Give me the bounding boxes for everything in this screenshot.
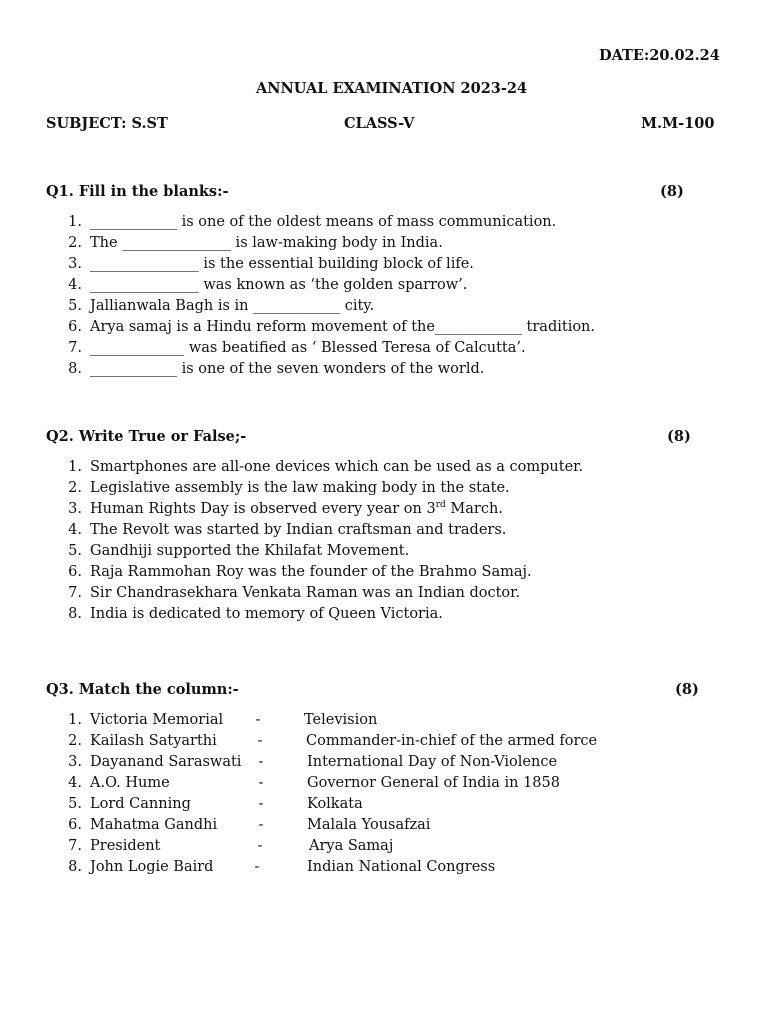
match-right: Indian National Congress [307,859,496,875]
item-number: 5. [68,298,82,314]
item-number: 3. [68,754,82,770]
exam-date: DATE:20.02.24 [599,47,720,64]
item-number: 2. [68,733,82,749]
match-left: Victoria Memorial [90,712,224,728]
match-separator: - [258,754,264,770]
item-number: 3. [68,501,82,517]
q1-heading: Q1. Fill in the blanks:- [46,183,229,200]
match-right: International Day of Non-Violence [307,754,558,770]
match-left: President [90,838,161,854]
item-number: 4. [68,775,82,791]
item-text: _______________ is the essential building block of life. [90,256,474,272]
q2-heading: Q2. Write True or False;- [46,428,247,445]
match-left: Kailash Satyarthi [90,733,217,749]
item-text: The Revolt was started by Indian craftsman and traders. [90,522,507,538]
match-separator: - [254,859,260,875]
item-text: Smartphones are all-one devices which can be used as a computer. [90,459,584,475]
match-left: A.O. Hume [90,775,170,791]
item-number: 1. [68,459,82,475]
max-marks-label: M.M-100 [641,115,715,132]
item-number: 8. [68,361,82,377]
match-separator: - [257,838,263,854]
q3-marks: (8) [675,681,699,698]
item-text: ____________ is one of the oldest means of mass communication. [90,214,557,230]
item-number: 2. [68,235,82,251]
match-right: Television [304,712,378,728]
ordinal-suffix: rd [435,500,446,511]
item-number: 2. [68,480,82,496]
item-number: 6. [68,319,82,335]
item-number: 6. [68,817,82,833]
item-text: India is dedicated to memory of Queen Victoria. [90,606,443,622]
q1-marks: (8) [660,183,684,200]
item-number: 5. [68,543,82,559]
match-separator: - [258,775,264,791]
match-separator: - [258,817,264,833]
item-number: 8. [68,859,82,875]
item-text-part: March. [445,501,503,517]
item-number: 1. [68,712,82,728]
item-text: _______________ was known as ‘the golden sparrow’. [90,277,468,293]
item-number: 1. [68,214,82,230]
match-separator: - [257,733,263,749]
match-separator: - [258,796,264,812]
match-right: Arya Samaj [309,838,394,854]
class-label: CLASS-V [344,115,415,132]
item-text [90,499,503,520]
match-right: Kolkata [307,796,363,812]
item-number: 6. [68,564,82,580]
item-text: Gandhiji supported the Khilafat Movement. [90,543,410,559]
exam-title: ANNUAL EXAMINATION 2023-24 [256,80,528,97]
match-left: John Logie Baird [90,859,214,875]
item-number: 4. [68,522,82,538]
subject-label: SUBJECT: S.ST [46,115,168,132]
item-number: 7. [68,340,82,356]
item-number: 3. [68,256,82,272]
item-text: The _______________ is law-making body in India. [90,235,443,251]
item-text-part: Human Rights Day is observed every year on 3 [90,501,436,517]
match-left: Lord Canning [90,796,191,812]
item-text: ____________ is one of the seven wonders of the world. [90,361,485,377]
match-right: Governor General of India in 1858 [307,775,560,791]
item-number: 7. [68,838,82,854]
match-right: Malala Yousafzai [307,817,431,833]
item-text: Legislative assembly is the law making body in the state. [90,480,510,496]
item-text: Jallianwala Bagh is in ____________ city. [90,298,375,314]
q2-marks: (8) [667,428,691,445]
item-text: Raja Rammohan Roy was the founder of the Brahmo Samaj. [90,564,532,580]
q3-heading: Q3. Match the column:- [46,681,239,698]
match-left: Dayanand Saraswati [90,754,242,770]
item-number: 7. [68,585,82,601]
item-number: 4. [68,277,82,293]
match-right: Commander-in-chief of the armed force [306,733,598,749]
item-text: Sir Chandrasekhara Venkata Raman was an Indian doctor. [90,585,521,601]
item-number: 5. [68,796,82,812]
item-text: Arya samaj is a Hindu reform movement of the____________ tradition. [90,319,596,335]
item-text: _____________ was beatified as ‘ Blessed Teresa of Calcutta’. [90,340,526,356]
item-number: 8. [68,606,82,622]
match-left: Mahatma Gandhi [90,817,218,833]
match-separator: - [255,712,261,728]
